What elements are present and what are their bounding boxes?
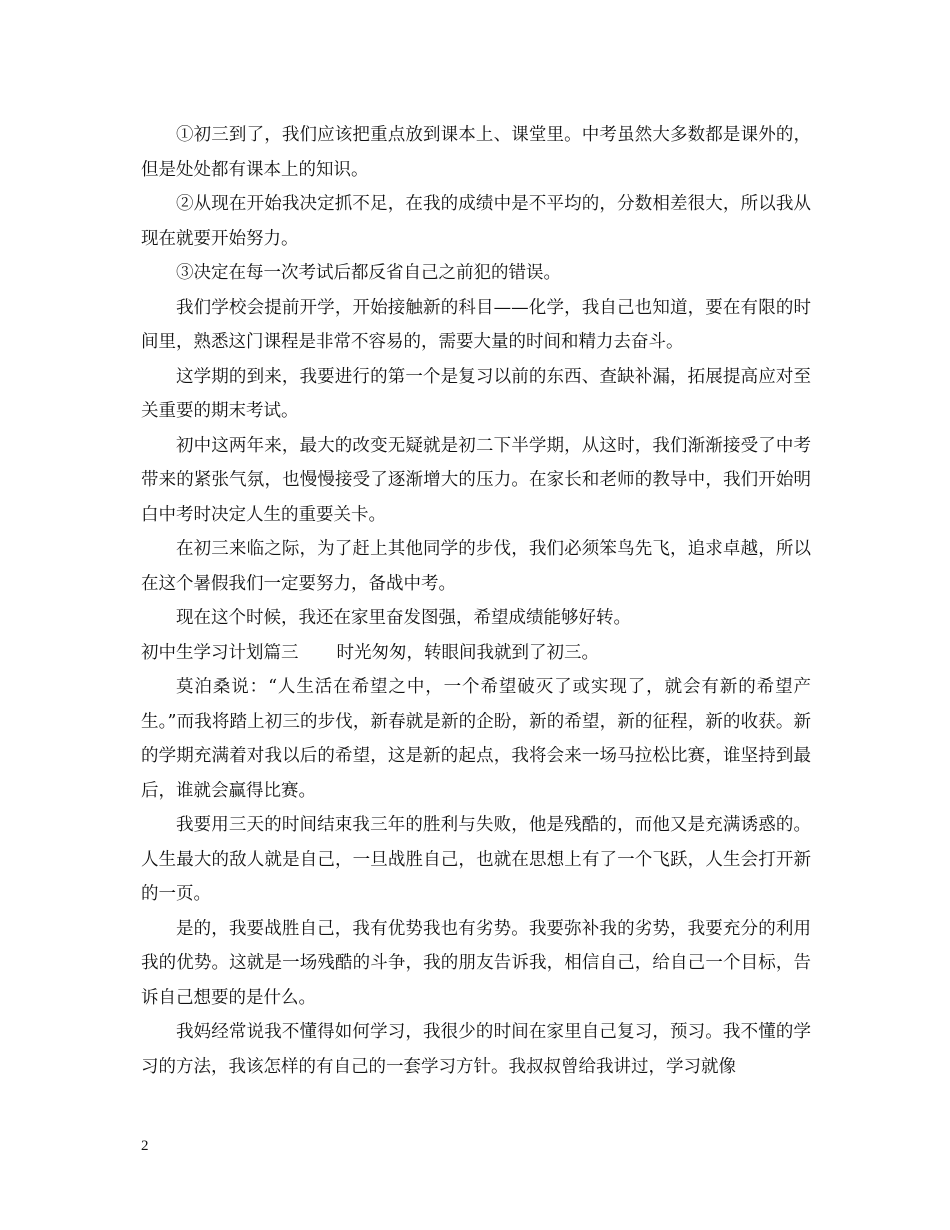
page-number: 2	[141, 1138, 149, 1154]
paragraph-2: ②从现在开始我决定抓不足，在我的成绩中是不平均的，分数相差很大，所以我从现在就要开始努力。	[141, 194, 811, 249]
paragraph-12: 我妈经常说我不懂得如何学习，我很少的时间在家里自己复习，预习。我不懂的学习的方法，我该怎样的有自己的一套学习方针。我叔叔曾给我讲过，学习就像	[141, 1022, 811, 1077]
paragraph-1: ①初三到了，我们应该把重点放到课本上、课堂里。中考虽然大多数都是课外的，但是处处都有课本上的知识。	[141, 125, 811, 180]
paragraph-4: 我们学校会提前开学，开始接触新的科目——化学，我自己也知道，要在有限的时间里，熟悉这门课程是非常不容易的，需要大量的时间和精力去奋斗。	[141, 297, 811, 352]
section-heading: 初中生学习计划篇三	[141, 642, 299, 663]
paragraph-10: 我要用三天的时间结束我三年的胜利与失败，他是残酷的，而他又是充满诱惑的。人生最大的敌人就是自己，一旦战胜自己，也就在思想上有了一个飞跃，人生会打开新的一页。	[141, 815, 811, 904]
paragraph-8: 现在这个时候，我还在家里奋发图强，希望成绩能够好转。	[176, 608, 631, 628]
paragraph-9: 莫泊桑说：“人生活在希望之中，一个希望破灭了或实现了，就会有新的希望产生。”而我将踏上初三的步伐，新春就是新的企盼，新的希望，新的征程，新的收获。新的学期充满着对我以后的希望，这是新的起点，我将会来一场马拉松比赛，谁坚持到最后，谁就会赢得比赛。	[141, 677, 811, 801]
section-heading-line	[141, 636, 811, 671]
paragraph-7: 在初三来临之际，为了赶上其他同学的步伐，我们必须笨鸟先飞，追求卓越，所以在这个暑假我们一定要努力，备战中考。	[141, 539, 811, 594]
paragraph-5: 这学期的到来，我要进行的第一个是复习以前的东西、查缺补漏，拓展提高应对至关重要的期末考试。	[141, 366, 811, 421]
paragraph-6: 初中这两年来，最大的改变无疑就是初二下半学期，从这时，我们渐渐接受了中考带来的紧张气氛，也慢慢接受了逐渐增大的压力。在家长和老师的教导中，我们开始明白中考时决定人生的重要关卡。	[141, 435, 811, 525]
body-text	[141, 118, 811, 1084]
paragraph-11: 是的，我要战胜自己，我有优势我也有劣势。我要弥补我的劣势，我要充分的利用我的优势。这就是一场残酷的斗争，我的朋友告诉我，相信自己，给自己一个目标，告诉自己想要的是什么。	[141, 918, 811, 1008]
section-first-line: 时光匆匆，转眼间我就到了初三。	[336, 642, 599, 663]
paragraph-3: ③决定在每一次考试后都反省自己之前犯的错误。	[176, 263, 561, 283]
